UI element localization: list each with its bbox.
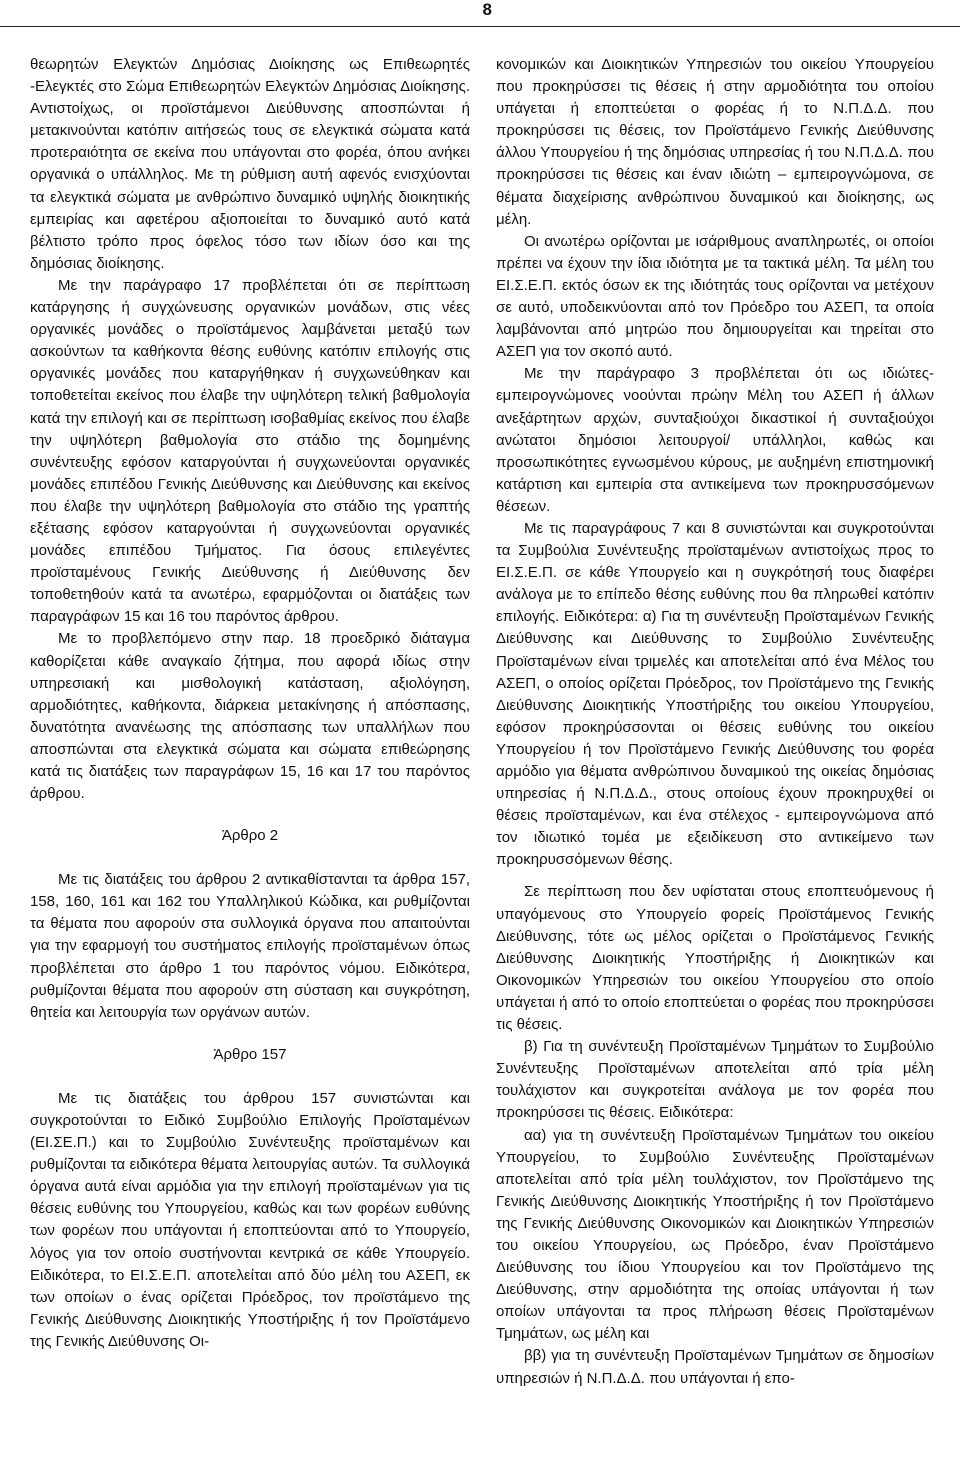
left-paragraph-3: Με το προβλεπόμενο στην παρ. 18 προεδρικό διάταγμα καθορίζεται κάθε αναγκαίο ζήτημα, που αφορά ιδίως στην υπηρεσιακή και μισθολογική κατάσταση, αξιολόγηση, αρμοδιότητες, καθήκοντα, διάρκεια μετακίνησης ή απόσπασης, δυνατότητα ανανέωσης της απόσπασης των υπαλλήλων που αποσπώνται στα ελεγκτικά σώματα και σώματα επιθεώρησης κατά τις διατάξεις των παραγράφων 15, 16 και 17 του παρόντος άρθρου. [30, 630, 470, 803]
article-157-heading: Άρθρο 157 [213, 1045, 287, 1063]
page-number: 8 [482, 0, 492, 19]
left-paragraph-1: θεωρητών Ελεγκτών Δημόσιας Διοίκησης ως Επιθεωρητές -Ελεγκτές στο Σώμα Επιθεωρητών Ελεγκτών Δημόσιας Διοίκησης. Αντιστοίχως, οι προϊστάμενοι Διεύθυνσης αποσπώνται ή μετακινούνται κατόπιν αιτήσεώς τους σε ελεγκτικά σώματα κατά προτεραιότητα σε εκείνα που υπάγονται στο φορέα, όπου ανήκει οργανικά ο υπάλληλος. Με τη ρύθμιση αυτή αφενός ενισχύονται τα ελεγκτικά σώματα με ανθρώπινο δυναμικό υψηλής διοικητικής εμπειρίας και αφετέρου αξιοποιείται το δυναμικό αυτό κατά βέλτιστο τρόπο προς όφελος τόσο των ιδίων όσο και της δημόσιας διοίκησης. [30, 56, 470, 272]
right-paragraph-5: Σε περίπτωση που δεν υφίσταται στους εποπτευόμενους ή υπαγόμενους στο Υπουργείο φορείς Προϊστάμενος Γενικής Διεύθυνσης, τότε ως μέλος ορίζεται ο Προϊστάμενος Γενικής Διεύθυνσης Διοικητικής Υποστήριξης ή Διοικητικών και Οικονομικών Υπηρεσιών του οικείου Υπουργείου στο οποίο υπάγεται ή από το οποίο εποπτεύεται ο φορέας που προκηρύσσει τις θέσεις. [496, 883, 934, 1034]
spacer [496, 871, 934, 881]
header-rule [0, 26, 960, 27]
left-column [30, 54, 470, 1353]
right-paragraph-3: Με την παράγραφο 3 προβλέπεται ότι ως ιδιώτες-εμπειρογνώμονες νοούνται πρώην Μέλη του ΑΣΕΠ ή άλλων ανεξάρτητων αρχών, συνταξιούχοι δικαστικοί ή συνταξιούχοι ανώτατοι δημόσιοι λειτουργοί/ υπάλληλοι, καθώς και προσωπικότητες εγνωσμένου κύρους, με αυξημένη επιστημονική κατάρτιση και εμπειρία στα αντικείμενα των προκηρυσσόμενων θέσεων. [496, 365, 934, 515]
right-column [496, 54, 934, 1390]
left-paragraph-5: Με τις διατάξεις του άρθρου 157 συνιστώνται και συγκροτούνται το Ειδικό Συμβούλιο Επιλογής Προϊσταμένων (ΕΙ.ΣΕ.Π.) και το Συμβούλιο Συνέντευξης προϊσταμένων και ρυθμίζονται τα ειδικότερα θέματα λειτουργίας αυτών. Τα συλλογικά όργανα αυτά είναι αρμόδια για την επιλογή προϊσταμένων για τις θέσεις ευθύνης του Υπουργείου, καθώς και των φορέων ευθύνης των φορέων που υπάγονται ή εποπτεύονται από το Υπουργείο, λόγος για τον οποίο συστήνονται κεντρικά σε κάθε Υπουργείο. Ειδικότερα, το ΕΙ.Σ.Ε.Π. αποτελείται από δύο μέλη του ΑΣΕΠ, εκ των οποίων ο ένας ορίζεται Πρόεδρος, τον προϊστάμενο της Γενικής Διεύθυνσης Διοικητικής Υποστήριξης ή τον Προϊστάμενο της Γενικής Διεύθυνσης Οι- [30, 1089, 470, 1350]
right-paragraph-6: β) Για τη συνέντευξη Προϊσταμένων Τμημάτων το Συμβούλιο Συνέντευξης Προϊσταμένων αποτελείται από τρία μέλη τουλάχιστον και συγκροτείται ανάλογα με τον φορέα που προκηρύσσει τις θέσεις. Ειδικότερα: [496, 1038, 934, 1122]
left-paragraph-4: Με τις διατάξεις του άρθρου 2 αντικαθίστανται τα άρθρα 157, 158, 160, 161 και 162 του Υπαλληλικού Κώδικα, και ρυθμίζονται τα θέματα που αφορούν στα συλλογικά όργανα που απαιτούνται για την εφαρμογή του συστήματος επιλογής προϊσταμένων όπως προβλέπεται στο άρθρο 1 του παρόντος νόμου. Ειδικότερα, ρυθμίζονται θέματα που αφορούν στη σύσταση και συγκρότηση, θητεία και λειτουργία των οργάνων αυτών. [30, 871, 470, 1021]
right-paragraph-4: Με τις παραγράφους 7 και 8 συνιστώνται και συγκροτούνται τα Συμβούλια Συνέντευξης προϊσταμένων αντιστοίχως προς το ΕΙ.Σ.Ε.Π. σε κάθε Υπουργείο και η συγκρότησή τους διαφέρει ανάλογα με το επίπεδο θέσης ευθύνης που θα πληρωθεί κατόπιν επιλογής. Ειδικότερα: α) Για τη συνέντευξη Προϊσταμένων Γενικής Διεύθυνσης και Διεύθυνσης το Συμβούλιο Συνέντευξης Προϊσταμένων είναι τριμελές και αποτελείται από ένα Μέλος του ΑΣΕΠ, ο οποίος ορίζεται Πρόεδρος, τον Προϊστάμενο της Γενικής Διεύθυνσης Διοικητικής Υποστήριξης του οικείου Υπουργείου, εφόσον προκηρύσσονται οι θέσεις ευθύνης του οικείου Υπουργείου ή τον Προϊστάμενο Γενικής Διεύθυνσης του φορέα αρμόδιο για θέματα ανθρώπινου δυναμικού της οικείας δημόσιας υπηρεσίας ή Ν.Π.Δ.Δ., στους οποίους έχουν προκηρυχθεί οι θέσεις προϊσταμένων, και ένα στέλεχος - εμπειρογνώμονα από τον ιδιωτικό τομέα με εξειδίκευση στο αντικείμενο των προκηρυσσόμενων θέσης. [496, 519, 934, 869]
article-2-heading: Άρθρο 2 [221, 827, 279, 845]
right-paragraph-2: Οι ανωτέρω ορίζονται με ισάριθμους αναπληρωτές, οι οποίοι πρέπει να έχουν την ίδια ιδιότητα με τα τακτικά μέλη. Τα μέλη του ΕΙ.Σ.Ε.Π. εκτός όσων εκ της ιδιότητάς τους ορίζονται να μετέχουν σε αυτό, υποδεικνύονται από τον Πρόεδρο του ΑΣΕΠ, τα οποία λαμβάνονται από μητρώο που δημιουργείται και τηρείται στο ΑΣΕΠ για τον σκοπό αυτό. [496, 232, 934, 361]
left-paragraph-2: Με την παράγραφο 17 προβλέπεται ότι σε περίπτωση κατάργησης ή συγχώνευσης οργανικών μονάδων, στις νέες οργανικές μονάδες ο προϊστάμενος λαμβάνεται μεταξύ των ασκούντων τα καθήκοντα θέσης ευθύνης κατόπιν επιλογής στις οργανικές μονάδες που καταργήθηκαν ή συγχωνεύθηκαν και τοποθετείται εκείνος που έλαβε την υψηλότερη τελική βαθμολογία κατά την επιλογή και σε περίπτωση ισοβαθμίας εκείνος που έλαβε την υψηλότερη βαθμολογία στο στάδιο της δομημένης συνέντευξης εφόσον καταργούνται ή συγχωνεύονται οργανικές μονάδες επιπέδου Γενικής Διεύθυνσης και Διεύθυνσης και εκείνος που έλαβε την υψηλότερη βαθμολογία στο στάδιο της γραπτής εξέτασης εφόσον καταργούνται ή συγχωνεύονται οργανικές μονάδες επιπέδου Τμήματος. Για όσους επιλεγέντες προϊσταμένους Γενικής Διεύθυνσης ή Διεύθυνσης δεν τοποθετηθούν κατά τα ανωτέρω, εφαρμόζονται οι διατάξεις των παραγράφων 15 και 16 του παρόντος άρθρου. [30, 276, 470, 626]
right-paragraph-7: αα) για τη συνέντευξη Προϊσταμένων Τμημάτων του οικείου Υπουργείου, το Συμβούλιο Συνέντευξης Προϊσταμένων αποτελείται από τρία μέλη τουλάχιστον, τον Προϊστάμενο της Γενικής Διεύθυνσης Διοικητικής Υποστήριξης ή τον Προϊστάμενο της Γενικής Διεύθυνσης Οικονομικών και Διοικητικών Υπηρεσιών του οικείου Υπουργείου, ως Πρόεδρο, έναν Προϊστάμενο Διεύθυνσης του ίδιου Υπουργείου και τον Προϊστάμενο της Διεύθυνσης, στην αρμοδιότητα της οποίας υπάγονται ή των οποίων υπάγονται τα προς πλήρωση θέσεις Προϊσταμένων Τμημάτων, ως μέλη και [496, 1126, 934, 1343]
right-paragraph-1: κονομικών και Διοικητικών Υπηρεσιών του οικείου Υπουργείου που προκηρύσσει τις θέσεις ή στην αρμοδιότητα του οποίου υπάγεται ή εποπτεύεται ο φορέας ή το Ν.Π.Δ.Δ. που προκηρύσσει τις θέσεις, τον Προϊστάμενο Γενικής Διεύθυνσης άλλου Υπουργείου ή της δημόσιας υπηρεσίας ή του Ν.Π.Δ.Δ. που προκηρύσσει τις θέσεις και έναν ιδιώτη – εμπειρογνώμονα, σε θέματα διαχείρισης ανθρώπινου δυναμικού και διοίκησης, ως μέλη. [496, 56, 934, 228]
right-paragraph-8: ββ) για τη συνέντευξη Προϊσταμένων Τμημάτων σε δημοσίων υπηρεσιών ή Ν.Π.Δ.Δ. που υπάγονται ή επο- [496, 1347, 934, 1387]
